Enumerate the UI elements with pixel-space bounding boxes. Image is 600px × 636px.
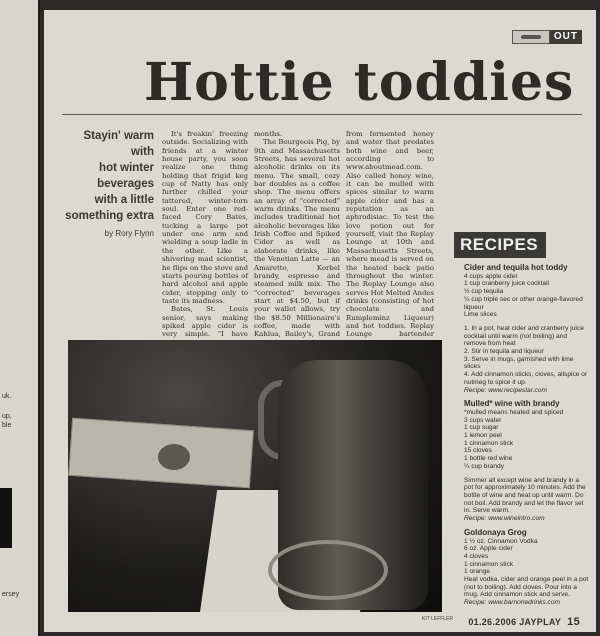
recipe-steps: 1. In a pot, heat cider and cranberry juice cocktail until warm (not boiling) and remove from heat 2. Stir in tequila and liqueur 3. Serve in mugs, garnished with lime slices 4. Add cinnamon sticks, cloves, allspice or nutmeg to spice it up. (464, 324, 588, 386)
paragraph: Bates, St. Louis senior, says making spiked apple cider is very simple. "I have (162, 305, 248, 339)
recipe-steps: Simmer all except wine and brandy in a pot for approximately 10 minutes. Add the bottle of wine and heat up until warm. Do not boil. Add brandy and let the flavor set in. Serve warm. (464, 476, 586, 515)
headline-rule (62, 114, 582, 115)
adjacent-page-edge (0, 0, 40, 636)
headline: Hottie toddies (144, 52, 575, 113)
recipe-ingredients: 4 cups apple cider 1 cup cranberry juice cocktail ½ cup tequila ¼ cup triple sec or other orange-flavored liqueur Lime slices (464, 272, 583, 319)
mug-base (268, 540, 388, 600)
paragraph: months. (254, 130, 283, 138)
page-snippet: up, (2, 413, 12, 420)
page-snippet: ble (2, 422, 12, 429)
kicker-line: Stayin' warm with (83, 130, 154, 158)
footer-date: 01.26.2006 JAYPLAY (468, 617, 562, 627)
hot-drink-photo (68, 340, 442, 612)
kicker-line: hot winter beverages (97, 162, 154, 190)
recipes-sidebar (454, 232, 592, 616)
magazine-page (44, 10, 596, 632)
section-tab-label: OUT (550, 30, 582, 44)
kicker-line: something extra (65, 210, 154, 222)
kicker (58, 128, 154, 242)
paragraph: The Bourgeois Pig, by 9th and Massachusetts Streets, has several hot alcoholic drinks on its menu. The small, cozy bar doubles as a coffee shop. The menu offers an array of "corrected" warm drinks. The menu includes traditional hot alcoholic beverages like Irish Coffee and Spiked Cider as well as elaborate drinks, like the Venetian Latte — an Amaretto, Korbel brandy, espresso and steamed milk mix. The "corrected" beverages start at $4.50, but if your wallet allows, try the $8.50 Millionaire's coffee, made with Kahlua, Bailey's, Grand (254, 138, 340, 339)
kicker-line: with a little (94, 194, 154, 206)
section-tab-image (512, 30, 550, 44)
byline: by Rory Flynn (104, 229, 154, 238)
page-footer (468, 616, 580, 628)
recipes-banner: RECIPES (454, 232, 546, 258)
recipe-title: Mulled* wine with brandy (464, 399, 560, 409)
page-number: 15 (567, 616, 580, 628)
recipe-ingredients: *mulled means heated and spiced 3 cups water 1 cup sugar 1 lemon peel 1 cinnamon stick 15 cloves 1 bottle red wine ¼ cup brandy (464, 408, 564, 470)
page-snippet: ersey (2, 591, 20, 598)
photo-credit: KIT LEFFLER (422, 616, 454, 622)
recipe-source: Recipe: www.barnonedrinks.com (464, 599, 561, 607)
paragraph: It's freakin' freezing outside. Socializing with friends at a winter house party, you soon realize one thing holding that frigid keg cup of Natty has only further chilled your tattered, winter-torn soul. Enter one red-faced Cory Bates, tucking a large pot under one arm and wielding a soup ladle in the other. Like a shivering mad scientist, he flips on the stove and starts pouring bottles of hard alcohol and apple cider, stopping only to taste its madness. (162, 130, 248, 305)
recipes-body (454, 264, 592, 607)
coin (158, 444, 190, 470)
adjacent-photo (0, 488, 12, 548)
recipe-title: Cider and tequila hot toddy (464, 263, 568, 272)
recipe-title: Goldonaya Grog (464, 527, 527, 537)
page-snippet: uk. (2, 393, 12, 400)
paragraph: from fermented honey and water that predates both wine and beer, according to www.aboutmead.com. Also called honey wine, it can be mulled with spices similar to warm apple cider and has a reputation as an aphrodisiac. To test the love potion out for yourself, visit the Replay Lounge at 10th and Massachusetts Streets, where mead is served on the heated back patio throughout the winter. The Replay Lounge also serves Hot Melted Andes drinks (consisting of hot chocolate and Rumpleminz Liqueur) and hot toddies. Replay Lounge bartender (346, 130, 434, 339)
section-tab (512, 30, 582, 44)
recipe-source: Recipe: www.recipestar.com (464, 386, 547, 394)
recipe-ingredients: 1 ½ oz. Cinnamon Vodka 6 oz. Apple cider 4 cloves 1 cinnamon stick 1 orange Heat vodka, cider and orange peel in a pot (not to boiling). Add cloves. Pour into a mug. Add cinnamon stick and serve. (464, 537, 589, 599)
recipe-source: Recipe: www.wineintro.com (464, 515, 545, 523)
